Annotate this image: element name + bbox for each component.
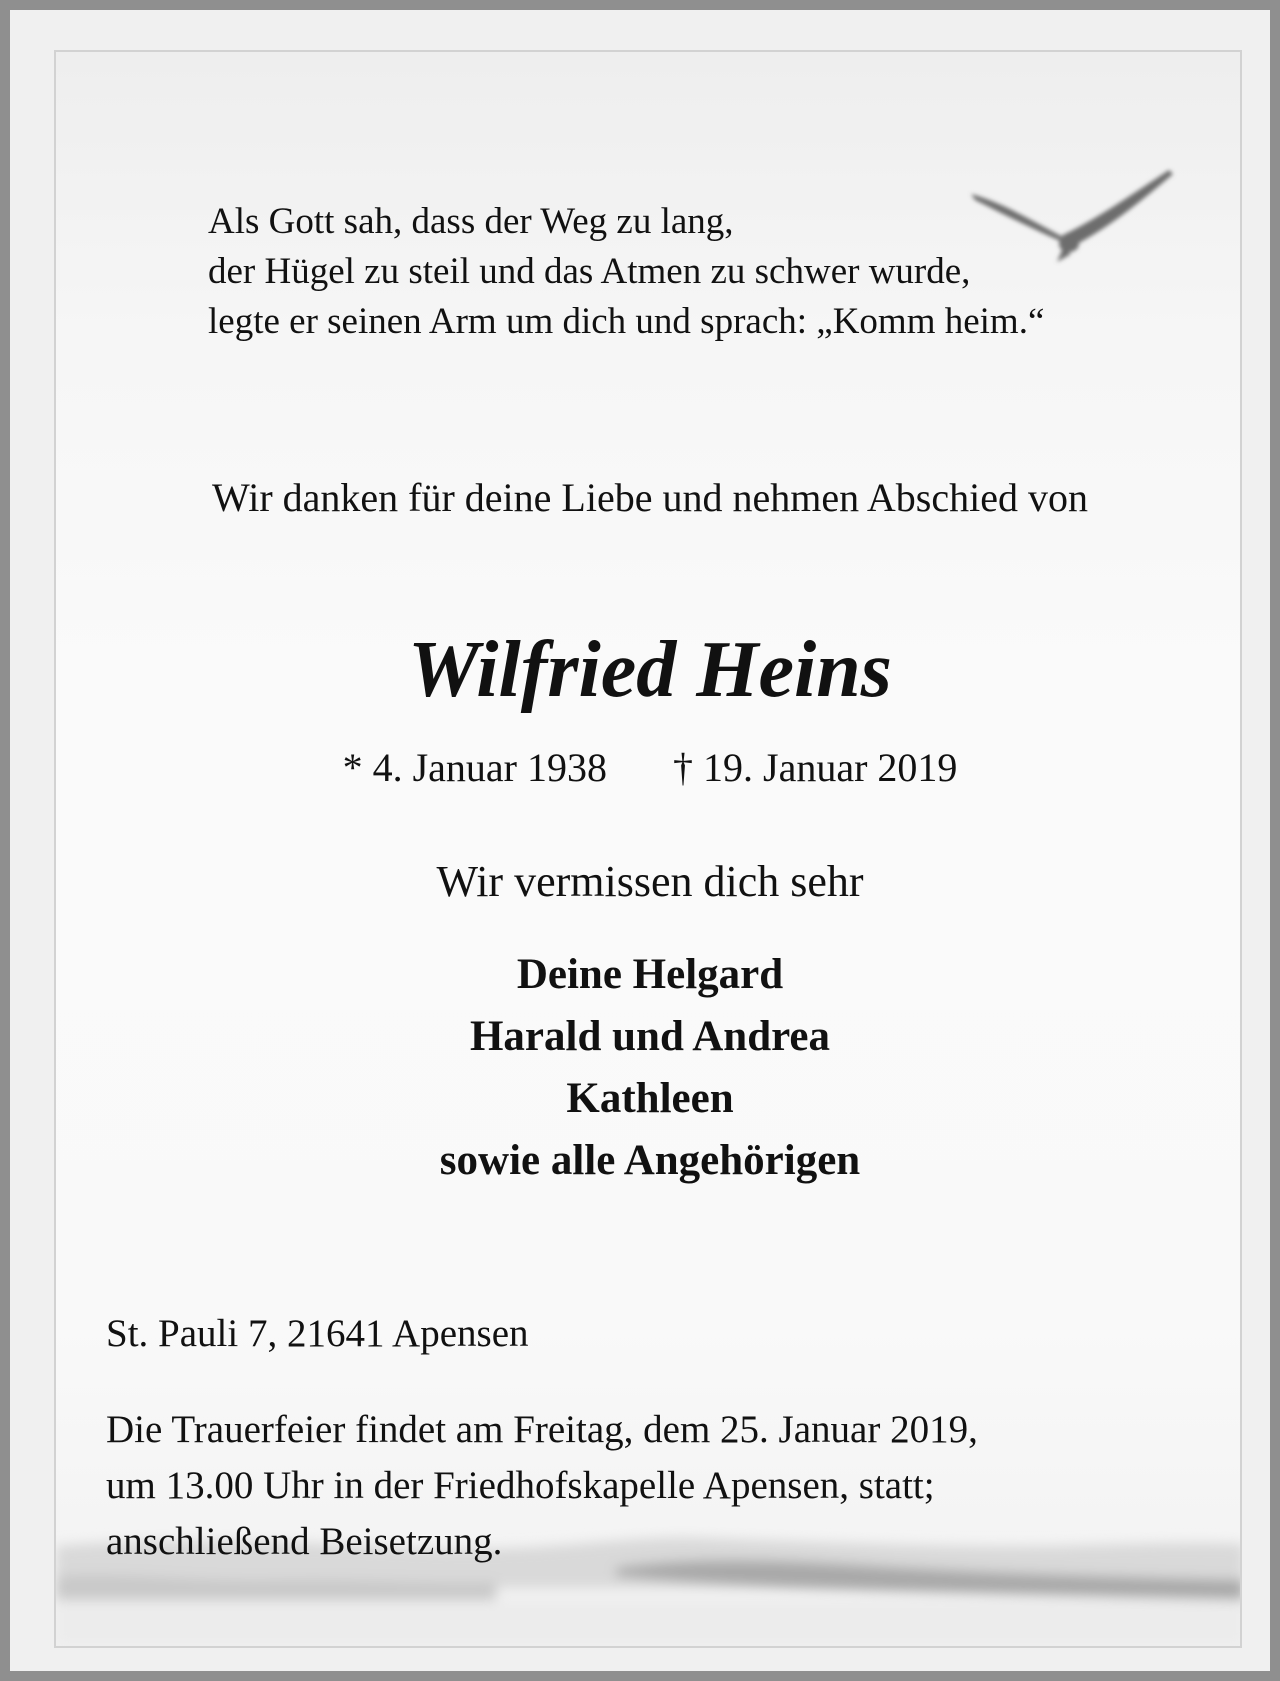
funeral-service-info (106, 1402, 978, 1570)
poem-line: legte er seinen Arm um dich und sprach: „Komm heim.“ (208, 301, 1045, 342)
deceased-name: Wilfried Heins (408, 626, 892, 714)
mourner: Deine Helgard (516, 951, 784, 998)
obituary-card (54, 50, 1242, 1648)
poem-line: der Hügel zu steil und das Atmen zu schwer wurde, (208, 251, 971, 292)
poem-line: Als Gott sah, dass der Weg zu lang, (208, 201, 734, 242)
service-line: Die Trauerfeier findet am Freitag, dem 25. Januar 2019, (106, 1408, 978, 1451)
farewell-intro: Wir danken für deine Liebe und nehmen Abschied von (212, 475, 1088, 520)
mourner: sowie alle Angehörigen (439, 1137, 861, 1184)
family-address: St. Pauli 7, 21641 Apensen (106, 1312, 529, 1355)
service-line: anschließend Beisetzung. (106, 1520, 503, 1563)
birth-date: * 4. Januar 1938 (342, 745, 607, 790)
mourner: Kathleen (566, 1075, 734, 1122)
life-dates (56, 740, 1242, 796)
mourners-list (56, 944, 1242, 1192)
mourner: Harald und Andrea (469, 1013, 831, 1060)
poem (208, 197, 1044, 347)
service-line: um 13.00 Uhr in der Friedhofskapelle Apensen, statt; (106, 1464, 935, 1507)
miss-you-text: Wir vermissen dich sehr (436, 857, 864, 906)
death-date: † 19. Januar 2019 (673, 745, 958, 790)
